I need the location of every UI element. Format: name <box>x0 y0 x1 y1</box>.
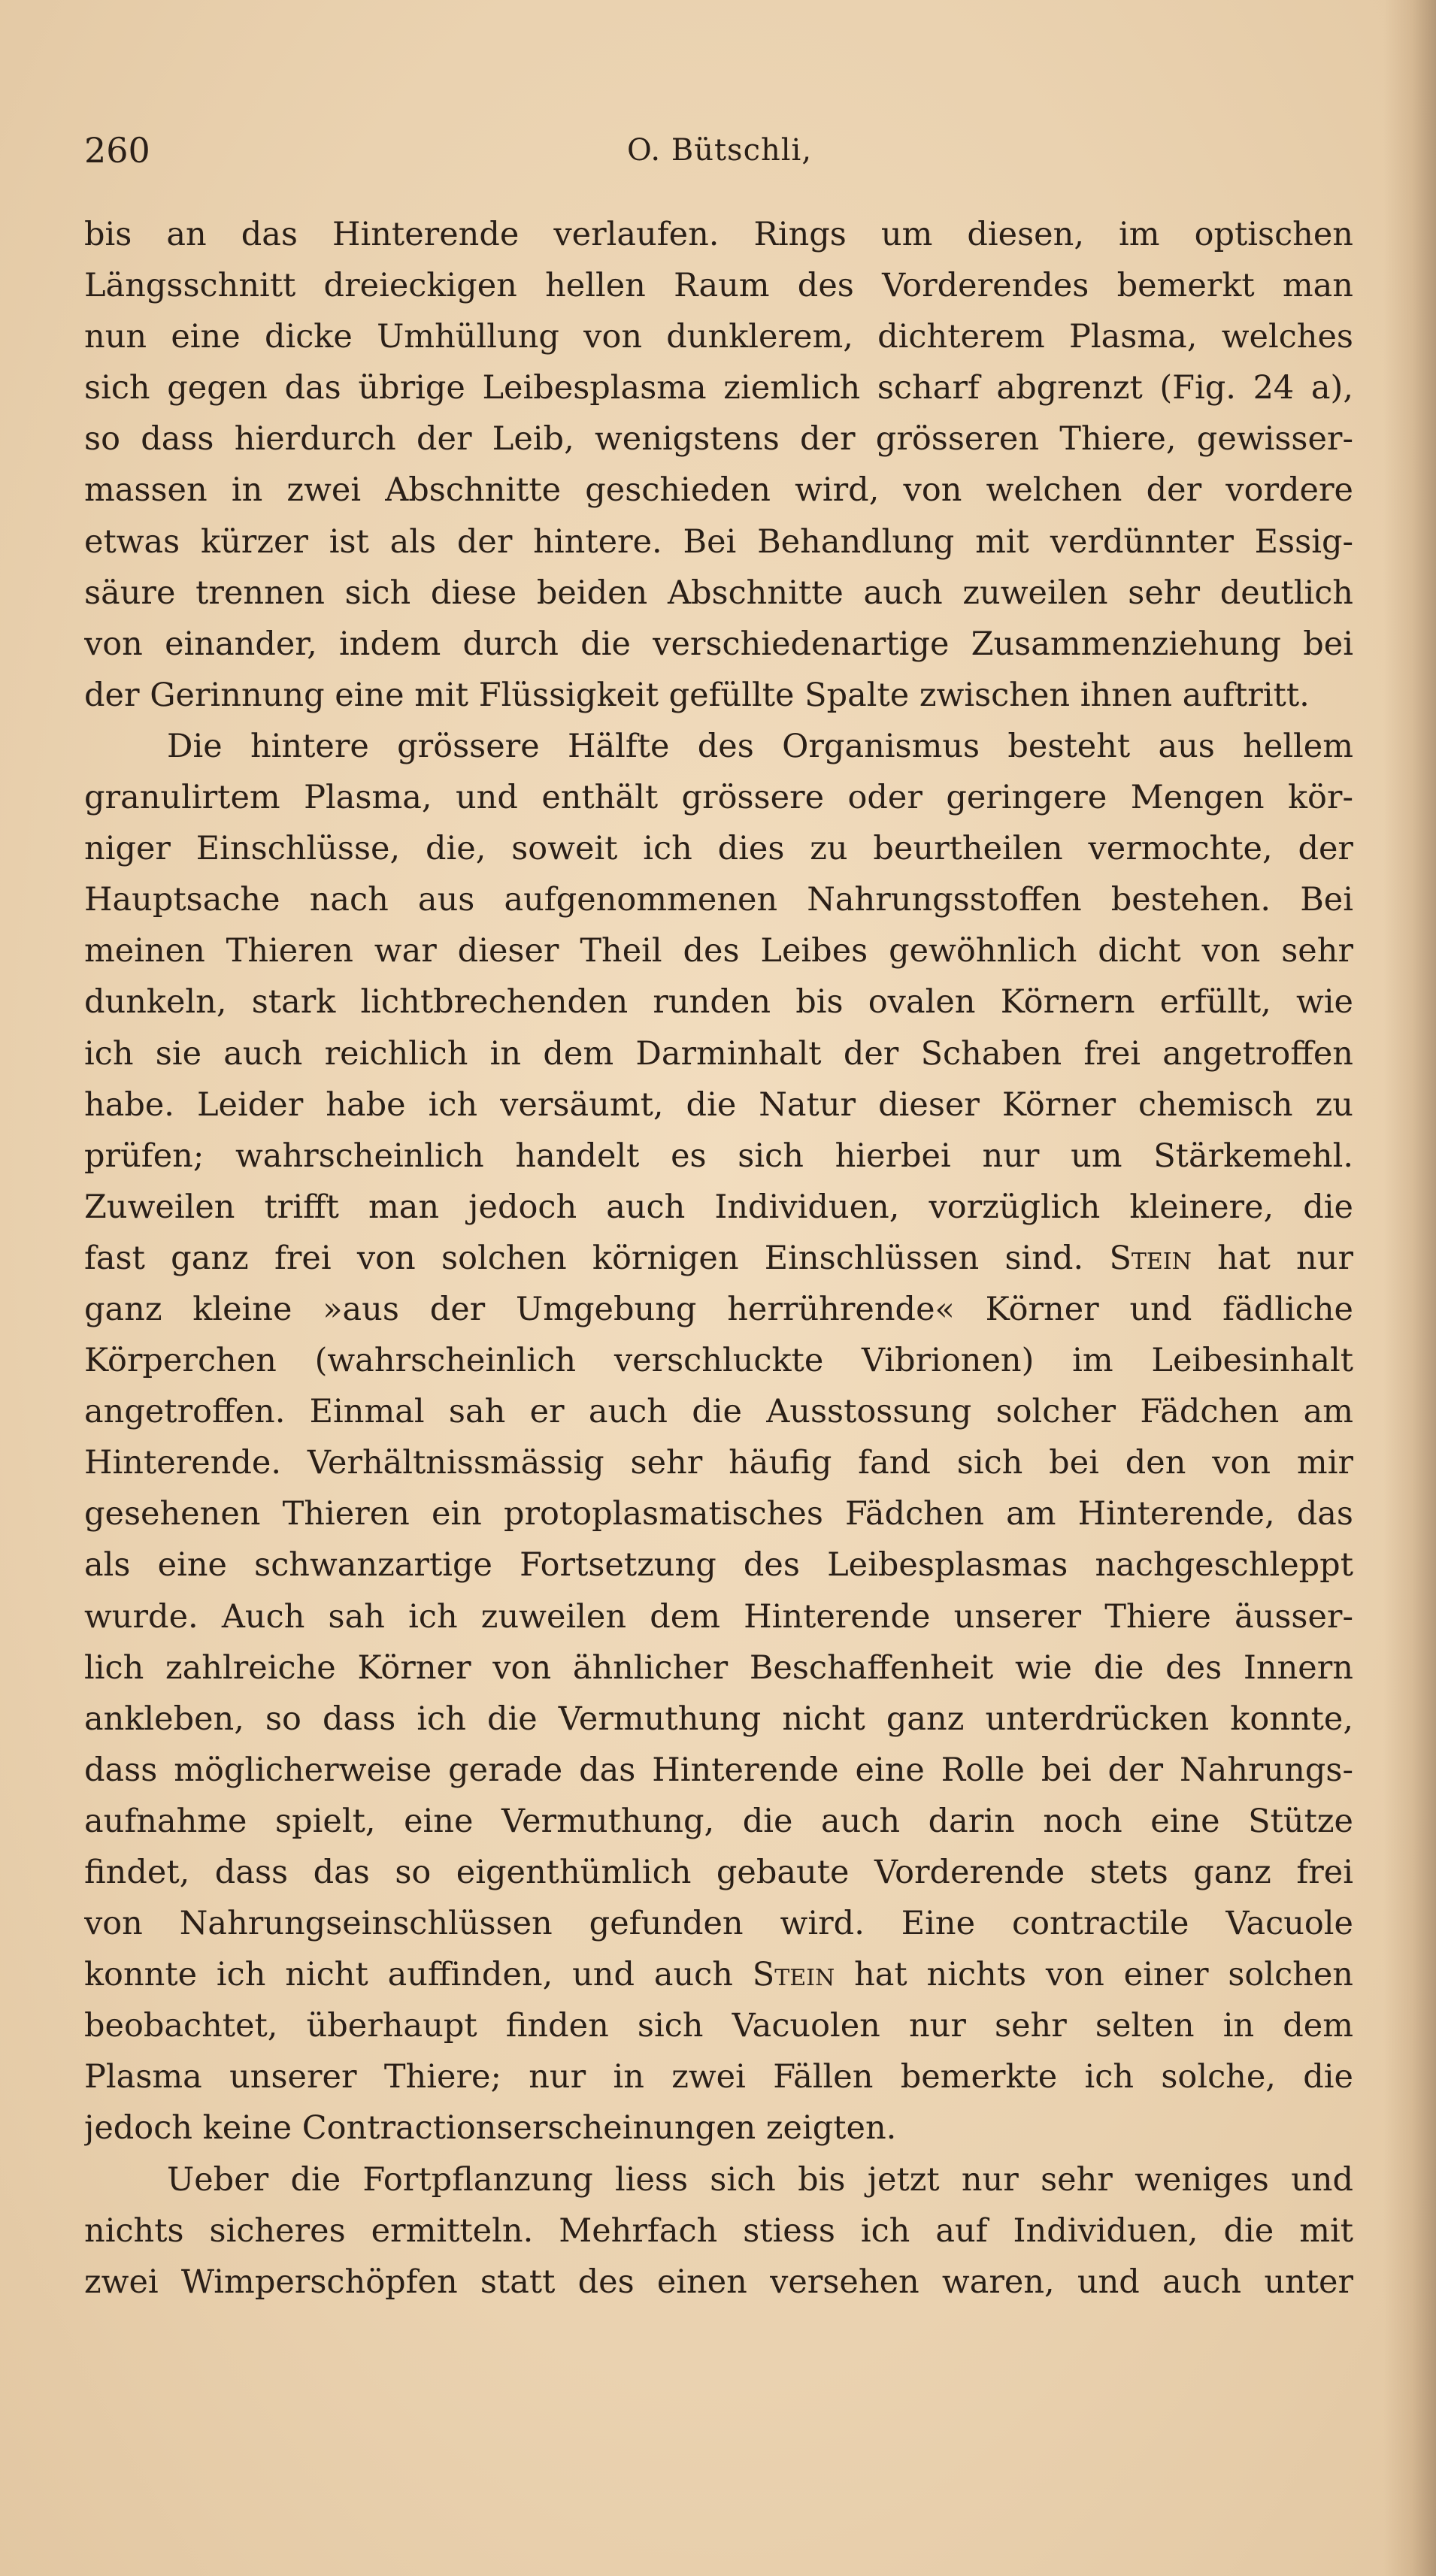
text-line: Die hintere grössere Hälfte des Organismus besteht aus hellem <box>167 727 1353 765</box>
text-line: so dass hierdurch der Leib, wenigstens der grösseren Thiere, gewisser- <box>84 420 1353 459</box>
text-line: dass möglicherweise gerade das Hinterende eine Rolle bei der Nahrungs- <box>84 1751 1353 1789</box>
text-line: habe. Leider habe ich versäumt, die Natur dieser Körner chemisch zu <box>84 1085 1353 1124</box>
text-line: nun eine dicke Umhüllung von dunklerem, dichterem Plasma, welches <box>84 318 1353 356</box>
text-line <box>84 1949 1353 2000</box>
text-line: säure trennen sich diese beiden Abschnitte auch zuweilen sehr deutlich <box>84 574 1353 612</box>
text-line: aufnahme spielt, eine Vermuthung, die auch darin noch eine Stütze <box>84 1802 1353 1840</box>
text-line: nichts sicheres ermitteln. Mehrfach stiess ich auf Individuen, die mit <box>84 2211 1353 2250</box>
text-line: sich gegen das übrige Leibesplasma ziemlich scharf abgrenzt (Fig. 24 a), <box>84 369 1353 407</box>
text-line: prüfen; wahrscheinlich handelt es sich hierbei nur um Stärkemehl. <box>84 1137 1353 1175</box>
text-line: beobachtet, überhaupt finden sich Vacuolen nur sehr selten in dem <box>84 2007 1353 2045</box>
text-line: Plasma unserer Thiere; nur in zwei Fällen bemerkte ich solche, die <box>84 2058 1353 2096</box>
text-line: lich zahlreiche Körner von ähnlicher Beschaffenheit wie die des Innern <box>84 1648 1353 1687</box>
text-line: massen in zwei Abschnitte geschieden wird, von welchen der vordere <box>84 471 1353 510</box>
author-name-stein: Stein <box>752 1956 835 1994</box>
text-segment: konnte ich nicht auffinden, und auch <box>84 1956 753 1994</box>
running-head: O. Bütschli, <box>626 133 813 168</box>
text-line: ankleben, so dass ich die Vermuthung nicht ganz unterdrücken konnte, <box>84 1700 1353 1738</box>
page-number: 260 <box>84 130 150 171</box>
text-line: wurde. Auch sah ich zuweilen dem Hinterende unserer Thiere äusser- <box>84 1597 1353 1636</box>
text-line: der Gerinnung eine mit Flüssigkeit gefüllte Spalte zwischen ihnen auftritt. <box>84 676 1310 714</box>
page-header <box>84 128 1355 180</box>
text-line: granulirtem Plasma, und enthält grössere oder geringere Mengen kör- <box>84 779 1353 817</box>
text-line: gesehenen Thieren ein protoplasmatisches Fädchen am Hinterende, das <box>84 1495 1353 1533</box>
text-line: Körperchen (wahrscheinlich verschluckte Vibrionen) im Leibesinhalt <box>84 1342 1353 1380</box>
text-segment: fast ganz frei von solchen körnigen Einschlüssen sind. <box>84 1239 1110 1277</box>
text-line: Längsschnitt dreieckigen hellen Raum des Vorderendes bemerkt man <box>84 267 1353 305</box>
text-line: von einander, indem durch die verschiedenartige Zusammenziehung bei <box>84 625 1353 663</box>
text-line: Ueber die Fortpflanzung liess sich bis jetzt nur sehr weniges und <box>167 2160 1353 2199</box>
text-line: ich sie auch reichlich in dem Darminhalt der Schaben frei angetroffen <box>84 1034 1353 1073</box>
text-segment: hat nichts von einer solchen <box>835 1956 1353 1994</box>
text-line: findet, dass das so eigenthümlich gebaute Vorderende stets ganz frei <box>84 1854 1353 1891</box>
text-line: jedoch keine Contractionserscheinungen zeigten. <box>84 2109 897 2148</box>
text-line: dunkeln, stark lichtbrechenden runden bis ovalen Körnern erfüllt, wie <box>84 983 1353 1022</box>
body-text <box>84 209 1353 2308</box>
text-line: ganz kleine »aus der Umgebung herrührende« Körner und fädliche <box>84 1290 1353 1328</box>
text-line <box>84 1233 1353 1284</box>
text-line: zwei Wimperschöpfen statt des einen versehen waren, und auch unter <box>84 2263 1353 2301</box>
text-line: von Nahrungseinschlüssen gefunden wird. Eine contractile Vacuole <box>84 1905 1353 1943</box>
text-line: bis an das Hinterende verlaufen. Rings um diesen, im optischen <box>84 216 1353 253</box>
text-line: niger Einschlüsse, die, soweit ich dies zu beurtheilen vermochte, der <box>84 830 1353 868</box>
text-line: etwas kürzer ist als der hintere. Bei Behandlung mit verdünnter Essig- <box>84 522 1353 561</box>
text-line: angetroffen. Einmal sah er auch die Ausstossung solcher Fädchen am <box>84 1393 1353 1431</box>
text-line: Hinterende. Verhältnissmässig sehr häufig fand sich bei den von mir <box>84 1444 1353 1482</box>
text-line: meinen Thieren war dieser Theil des Leibes gewöhnlich dicht von sehr <box>84 932 1353 970</box>
text-line: als eine schwanzartige Fortsetzung des Leibesplasmas nachgeschleppt <box>84 1546 1353 1585</box>
text-line: Hauptsache nach aus aufgenommenen Nahrungsstoffen bestehen. Bei <box>84 881 1353 919</box>
text-line: Zuweilen trifft man jedoch auch Individuen, vorzüglich kleinere, die <box>84 1188 1353 1226</box>
page-edge-shadow <box>1383 0 1436 2576</box>
text-segment: hat nur <box>1191 1239 1353 1277</box>
author-name-stein: Stein <box>1109 1239 1192 1277</box>
